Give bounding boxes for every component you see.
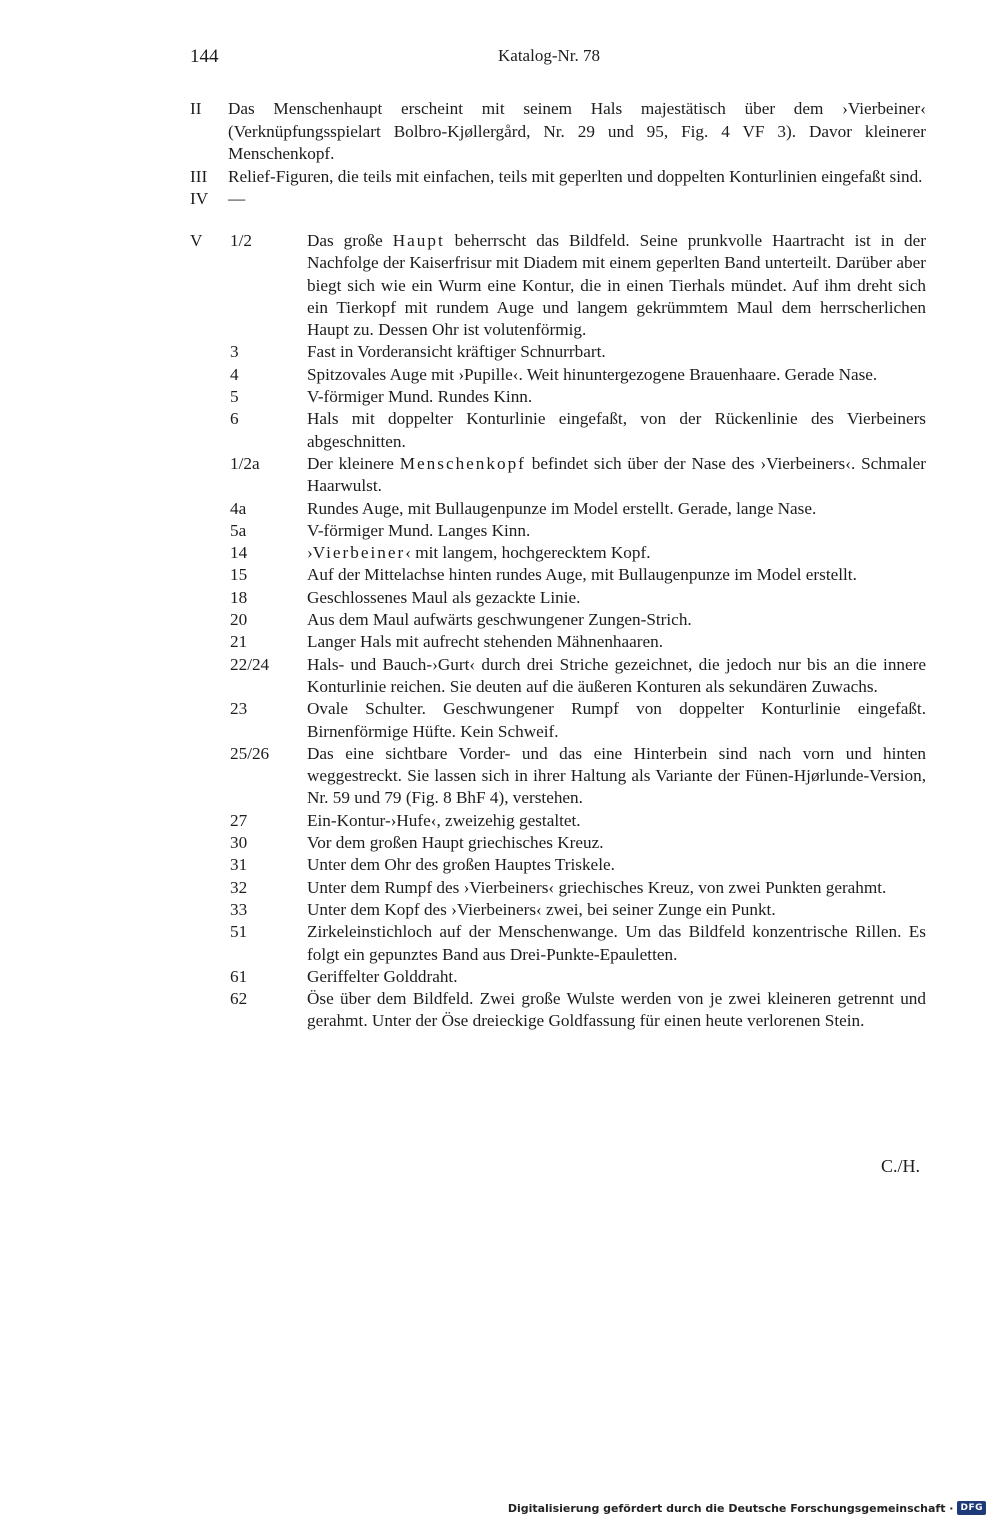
entry-spaced-term: Menschenkopf	[399, 453, 526, 473]
catalog-entry	[230, 364, 926, 386]
entry-text	[307, 341, 926, 363]
entry-number: 30	[230, 833, 248, 853]
entry-text	[307, 520, 926, 542]
entry-text	[307, 631, 926, 653]
catalog-entry	[230, 230, 926, 341]
entry-text	[307, 966, 926, 988]
entry-text-part: V-förmiger Mund. Rundes Kinn.	[307, 387, 533, 407]
entry-text	[307, 587, 926, 609]
section-label: II	[190, 99, 202, 118]
catalog-entry	[230, 854, 926, 876]
section-text: —	[228, 189, 246, 208]
section-iv	[190, 188, 926, 211]
entry-text	[307, 832, 926, 854]
entry-text-part: ‹ mit langem, hochgerecktem Kopf.	[405, 543, 651, 563]
entry-number: 1/2a	[230, 453, 260, 473]
dfg-logo: DFG	[957, 1501, 986, 1515]
funding-footer	[508, 1501, 986, 1515]
entry-text	[307, 899, 926, 921]
detail-entries	[230, 230, 926, 1033]
entry-text-part: Aus dem Maul aufwärts geschwungener Zungen-Strich.	[307, 610, 692, 630]
catalog-entry	[230, 877, 926, 899]
entry-number: 33	[230, 899, 248, 919]
entry-text	[307, 877, 926, 899]
entry-text-part: Unter dem Ohr des großen Hauptes Triskele.	[307, 855, 615, 875]
entry-text	[307, 564, 926, 586]
catalog-entry	[230, 408, 926, 453]
catalog-entry	[230, 587, 926, 609]
entry-text	[307, 408, 926, 453]
catalog-entry	[230, 698, 926, 743]
entry-number: 5a	[230, 520, 247, 540]
page-number: 144	[190, 46, 219, 67]
catalog-entry	[230, 386, 926, 408]
entry-text	[307, 988, 926, 1033]
entry-text-part: Der kleinere	[307, 453, 400, 473]
entry-number: 25/26	[230, 743, 270, 763]
entry-text-part: Zirkeleinstichloch auf der Menschenwange. Um das Bildfeld konzentrische Rillen. Es folgt ein gepunztes Band aus Drei-Punkte-Epauletten.	[307, 922, 926, 964]
entry-text-part: Hals mit doppelter Konturlinie eingefaßt, von der Rückenlinie des Vierbeiners abgeschnitten.	[307, 409, 926, 451]
section-label: III	[190, 166, 208, 186]
catalog-entry	[230, 520, 926, 542]
section-label: IV	[190, 189, 209, 208]
entry-number: 31	[230, 855, 248, 875]
entry-text-part: V-förmiger Mund. Langes Kinn.	[307, 520, 531, 540]
entry-text-part: Ovale Schulter. Geschwungener Rumpf von doppelter Konturlinie eingefaßt. Birnenförmige Hüfte. Kein Schweif.	[307, 699, 926, 741]
entry-number: 14	[230, 543, 248, 563]
entry-number: 15	[230, 565, 248, 585]
entry-text	[307, 386, 926, 408]
entry-text-part: befindet sich über der Nase des ›Vierbeiners‹. Schmaler Haarwulst.	[307, 453, 926, 496]
section-v-label: V	[190, 231, 203, 250]
catalog-entry	[230, 832, 926, 854]
entry-text	[307, 542, 926, 564]
catalog-entry	[230, 810, 926, 832]
entry-text-part: Fast in Vorderansicht kräftiger Schnurrbart.	[307, 342, 606, 362]
entry-text-part: Öse über dem Bildfeld. Zwei große Wulste werden von je zwei kleineren getrennt und gerahmt. Unter der Öse dreieckige Goldfassung für einen heute verlorenen Stein.	[307, 989, 926, 1031]
entry-number: 4	[230, 364, 239, 384]
entry-text-part: Spitzovales Auge mit ›Pupille‹. Weit hinuntergezogene Brauenhaare. Gerade Nase.	[307, 364, 878, 384]
catalog-entry	[230, 899, 926, 921]
entry-text	[307, 609, 926, 631]
entry-number: 20	[230, 610, 248, 630]
entry-text-part: Unter dem Rumpf des ›Vierbeiners‹ griechisches Kreuz, von zwei Punkten gerahmt.	[307, 877, 887, 897]
catalog-entry	[230, 631, 926, 653]
entry-text-part: Unter dem Kopf des ›Vierbeiners‹ zwei, bei seiner Zunge ein Punkt.	[307, 899, 776, 919]
entry-number: 4a	[230, 498, 247, 518]
entry-text	[307, 810, 926, 832]
section-text: Das Menschenhaupt erscheint mit seinem Hals majestätisch über dem ›Vierbeiner‹ (Verknüpfungsspielart Bolbro-Kjøllergård, Nr. 29 und 95, Fig. 4 VF 3). Davor kleinerer Menschenkopf.	[228, 99, 926, 163]
entry-number: 18	[230, 587, 248, 607]
section-ii	[190, 98, 926, 166]
running-head: Katalog-Nr. 78	[498, 46, 600, 65]
catalog-entry	[230, 966, 926, 988]
funding-text: Digitalisierung gefördert durch die Deutsche Forschungsgemeinschaft ·	[507, 1501, 954, 1515]
entry-text	[307, 654, 926, 699]
entry-text-part: Rundes Auge, mit Bullaugenpunze im Model erstellt. Gerade, lange Nase.	[307, 498, 817, 518]
entry-number: 6	[230, 409, 239, 429]
catalog-entry	[230, 654, 926, 699]
entry-text-part: Geschlossenes Maul als gezackte Linie.	[307, 587, 581, 607]
entry-spaced-term: Haupt	[392, 231, 445, 250]
section-iii	[190, 166, 926, 189]
entry-text-part: Vor dem großen Haupt griechisches Kreuz.	[307, 833, 604, 853]
entry-text	[307, 743, 926, 810]
entry-text-part: ›	[307, 543, 313, 563]
catalog-entry	[230, 921, 926, 966]
entry-number: 51	[230, 922, 248, 942]
entry-number: 61	[230, 966, 248, 986]
entry-text	[307, 921, 926, 966]
entry-text	[307, 498, 926, 520]
entry-number: 23	[230, 699, 248, 719]
entry-number: 5	[230, 387, 239, 407]
entry-text-part: Geriffelter Golddraht.	[307, 966, 458, 986]
catalog-entry	[230, 743, 926, 810]
section-text: Relief-Figuren, die teils mit einfachen, teils mit geperlten und doppelten Konturlinien eingefaßt sind.	[228, 166, 923, 186]
entry-text	[307, 854, 926, 876]
entry-text	[307, 364, 926, 386]
entry-number: 27	[230, 810, 248, 830]
author-initials: C./H.	[880, 1156, 920, 1176]
entry-number: 32	[230, 877, 248, 897]
entry-text-part: Das eine sichtbare Vorder- und das eine Hinterbein sind nach vorn und hinten weggestreckt. Sie lassen sich in ihrer Haltung als Variante der Fünen-Hjørlunde-Version, Nr. 59 und 79 (Fig. 8 BhF 4), verstehen.	[307, 743, 926, 808]
entry-text	[307, 698, 926, 743]
entry-number: 21	[230, 632, 248, 652]
entry-text-part: Auf der Mittelachse hinten rundes Auge, mit Bullaugenpunze im Model erstellt.	[307, 565, 857, 585]
entry-text	[307, 230, 926, 341]
entry-text-part: Das große	[307, 231, 393, 250]
catalog-entry	[230, 498, 926, 520]
entry-text	[307, 453, 926, 498]
entry-number: 3	[230, 342, 239, 362]
catalog-entry	[230, 988, 926, 1033]
catalog-entry	[230, 453, 926, 498]
catalog-sections	[190, 98, 926, 211]
catalog-entry	[230, 564, 926, 586]
catalog-entry	[230, 542, 926, 564]
entry-spaced-term: Vierbeiner	[312, 543, 406, 563]
entry-text-part: Langer Hals mit aufrecht stehenden Mähnenhaaren.	[307, 632, 664, 652]
entry-text-part: Hals- und Bauch-›Gurt‹ durch drei Striche gezeichnet, die jedoch nur bis an die innere Konturlinie reichen. Sie deuten auf die äußeren Konturen als sekundären Zuwachs.	[307, 654, 926, 696]
catalog-entry	[230, 609, 926, 631]
catalog-entry	[230, 341, 926, 363]
entry-number: 22/24	[230, 654, 270, 674]
entry-number: 1/2	[230, 231, 252, 250]
entry-text-part: Ein-Kontur-›Hufe‹, zweizehig gestaltet.	[307, 810, 581, 830]
entry-number: 62	[230, 989, 248, 1009]
entry-text-part: beherrscht das Bildfeld. Seine prunkvolle Haartracht ist in der Nachfolge der Kaiserfrisur mit Diadem mit einem geperlten Band unterteilt. Darüber aber biegt sich wie ein Wurm eine Kontur, die in einen Tierhals mündet. Auf ihm dreht sich ein Tierkopf mit rundem Auge und langem gekrümmtem Maul dem herrscherlichen Haupt zu. Dessen Ohr ist volutenförmig.	[307, 231, 926, 340]
